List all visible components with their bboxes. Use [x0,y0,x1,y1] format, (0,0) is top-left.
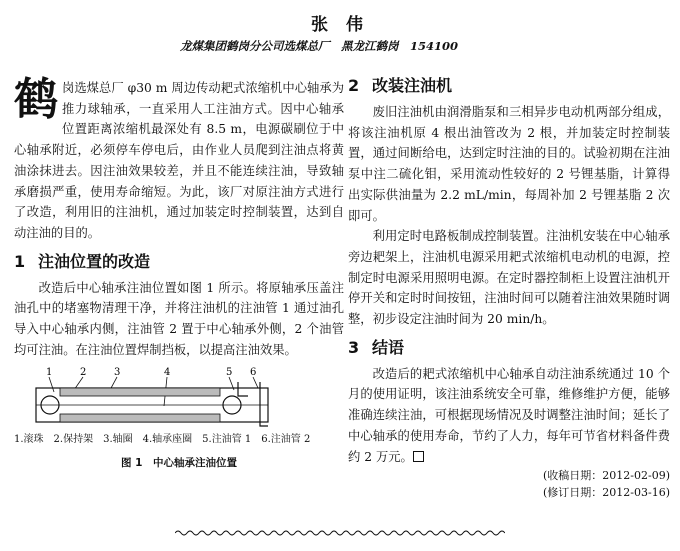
section-2-heading [348,74,670,98]
intro-paragraph [14,74,344,244]
section-3-title: 结语 [372,337,405,357]
article-dates [348,467,670,501]
received-date: (收稿日期：2012-02-09) [542,469,670,483]
section-1-title: 注油位置的改造 [38,251,151,271]
fig-label-3: 3 [114,367,121,379]
section-1-paragraph: 改造后中心轴承注油位置如图 1 所示。将原轴承压盖注油孔中的堵塞物清理干净，并将注油机的注油管 1 通过油孔导入中心轴承内侧，注油管 2 置于中心轴承外侧，2 个油管均可注油。在注油位置焊制挡板，以提高注油效果。 [14,280,344,357]
figure-caption: 图 1 中心轴承注油位置 [121,457,237,470]
section-1-heading [14,250,344,274]
section-2-paragraph-1: 废旧注油机由润滑脂泵和三相异步电动机两部分组成，将该注油机原 4 根出油管改为 2 根，并加装定时控制装置，通过间断给电，达到定时注油的目的。试验初期在注油泵中注二硫化钼，采用流动性较好的 2 号锂基脂，计算得出实际供油量为 2.2 mL/min，每周补加 2 号锂基脂 2 次即可。 [348,105,670,223]
section-3-text: 改造后的耙式浓缩机中心轴承自动注油系统通过 10 个月的使用证明，该注油系统安全可靠，维修维护方便，能够准确连续注油，可根据现场情况及时调整注油时间；延长了中心轴承的使用寿命，节约了人力，每年可节省材料备件费约 2 万元。 [348,366,670,464]
drop-cap: 鹤 [14,74,58,125]
fig-label-1: 1 [46,367,53,379]
left-column [14,74,344,470]
section-3-paragraph [348,364,670,468]
right-column [348,74,670,501]
author-name: 张 伟 [311,15,369,35]
author-affiliation: 龙煤集团鹤岗分公司选煤总厂 黑龙江鹤岗 154100 [180,39,459,53]
section-2-number: 2 [348,76,360,95]
section-2-title: 改装注油机 [372,76,453,95]
figure-legend: 1.滚珠 2.保持架 3.轴圈 4.轴承座圈 5.注油管 1 6.注油管 2 [14,434,311,446]
section-3-heading [348,336,670,360]
fig-label-4: 4 [164,367,171,379]
figure-1 [14,366,344,470]
end-mark-icon [413,451,424,462]
footer-ornament-icon [175,528,505,538]
intro-text: 岗选煤总厂 φ30 m 周边传动耙式浓缩机中心轴承为推力球轴承，一直采用人工注油方式。因中心轴承位置距离浓缩机最深处有 8.5 m，电源碳刷位于中心轴承附近，必须停车停电后，由作业人员爬到注油点将黄油涂抹进去。因注油效果较差，并且不能连续注油，导致轴承磨损严重，使用寿命缩短。为此，该厂对原注油方式进行了改造，利用旧的注油机，通过加装定时控制装置，达到自动注油的目的。 [14,81,344,240]
section-3-number: 3 [348,337,360,357]
bearing-diagram [14,366,344,428]
fig-label-6: 6 [250,367,257,379]
section-1-number: 1 [14,251,26,271]
fig-label-2: 2 [80,367,87,379]
section-2-paragraph-2: 利用定时电路板制成控制装置。注油机安装在中心轴承旁边耙架上，注油机电源采用耙式浓缩机电动机的电源，控制定时电源采用照明电源。在定时器控制柜上设置注油机开停开关和定时时间按钮，注油时间可以随着注油效果随时调整，初步设定注油时间为 20 min/h。 [348,229,670,327]
fig-label-5: 5 [226,367,233,379]
revised-date: (修订日期：2012-03-16) [542,486,670,500]
